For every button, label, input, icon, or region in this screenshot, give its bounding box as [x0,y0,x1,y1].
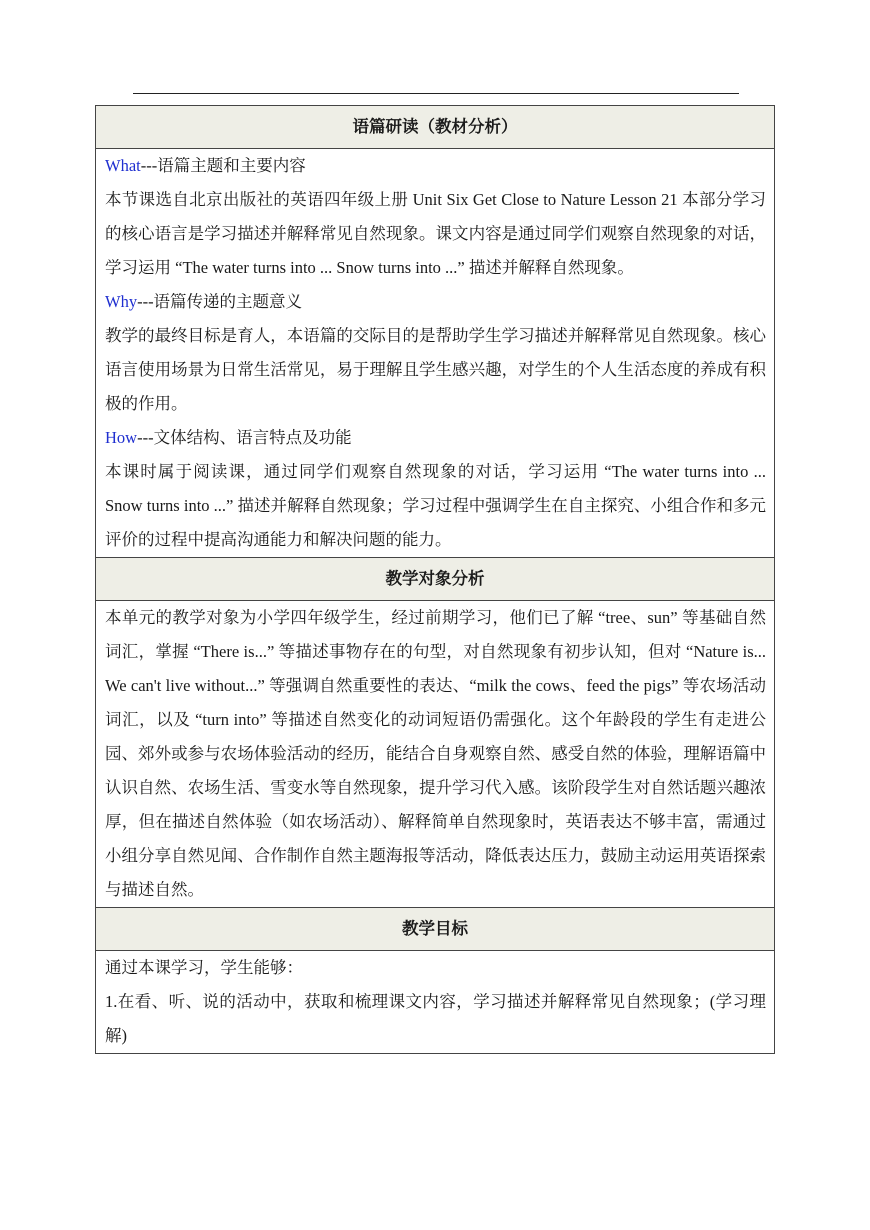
text-analysis-body [96,149,775,558]
section-header-row [96,908,775,951]
section-header-row [96,106,775,149]
header-rule [133,93,739,94]
objective-item: 1.在看、听、说的活动中，获取和梳理课文内容，学习描述并解释常见自然现象；(学习理解) [105,992,766,1045]
how-label: How [105,428,138,447]
section-title-text-analysis: 语篇研读（教材分析） [96,106,775,149]
how-heading: How---文体结构、语言特点及功能 [105,428,352,447]
section-title-objectives: 教学目标 [96,908,775,951]
section-header-row [96,558,775,601]
why-heading: Why---语篇传递的主题意义 [105,292,303,311]
lesson-plan-table [95,105,775,1054]
what-label: What [105,156,141,175]
what-paragraph: 本节课选自北京出版社的英语四年级上册 Unit Six Get Close to Nature Lesson 21 本部分学习的核心语言是学习描述并解释常见自然现象。课文内容是通过同学们观察自然现象的对话，学习运用 “The water turns into ... Snow turns into ...” 描述并解释自然现象。 [105,190,766,277]
objectives-intro: 通过本课学习，学生能够： [105,958,303,977]
what-heading: What---语篇主题和主要内容 [105,156,306,175]
section-body-row [96,149,775,558]
objectives-body [96,951,775,1054]
why-paragraph: 教学的最终目标是育人，本语篇的交际目的是帮助学生学习描述并解释常见自然现象。核心语言使用场景为日常生活常见，易于理解且学生感兴趣，对学生的个人生活态度的养成有积极的作用。 [105,326,766,413]
how-paragraph: 本课时属于阅读课，通过同学们观察自然现象的对话，学习运用 “The water turns into ... Snow turns into ...” 描述并解释自然现象；学习过程中强调学生在自主探究、小组合作和多元评价的过程中提高沟通能力和解决问题的能力。 [105,462,766,549]
section-title-student-analysis: 教学对象分析 [96,558,775,601]
why-label: Why [105,292,138,311]
section-body-row [96,601,775,908]
student-analysis-paragraph: 本单元的教学对象为小学四年级学生，经过前期学习，他们已了解 “tree、sun” 等基础自然词汇，掌握 “There is...” 等描述事物存在的句型，对自然现象有初步认知，但对 “Nature is... We can't live without...” 等强调自然重要性的表达、“milk the cows、feed the pigs” 等农场活动词汇，以及 “turn into” 等描述自然变化的动词短语仍需强化。这个年龄段的学生有走进公园、郊外或参与农场体验活动的经历，能结合自身观察自然、感受自然的体验，理解语篇中认识自然、农场生活、雪变水等自然现象，提升学习代入感。该阶段学生对自然话题兴趣浓厚，但在描述自然体验（如农场活动）、解释简单自然现象时，英语表达不够丰富，需通过小组分享自然见闻、合作制作自然主题海报等活动，降低表达压力，鼓励主动运用英语探索与描述自然。 [105,608,766,899]
section-body-row [96,951,775,1054]
student-analysis-body [96,601,775,908]
